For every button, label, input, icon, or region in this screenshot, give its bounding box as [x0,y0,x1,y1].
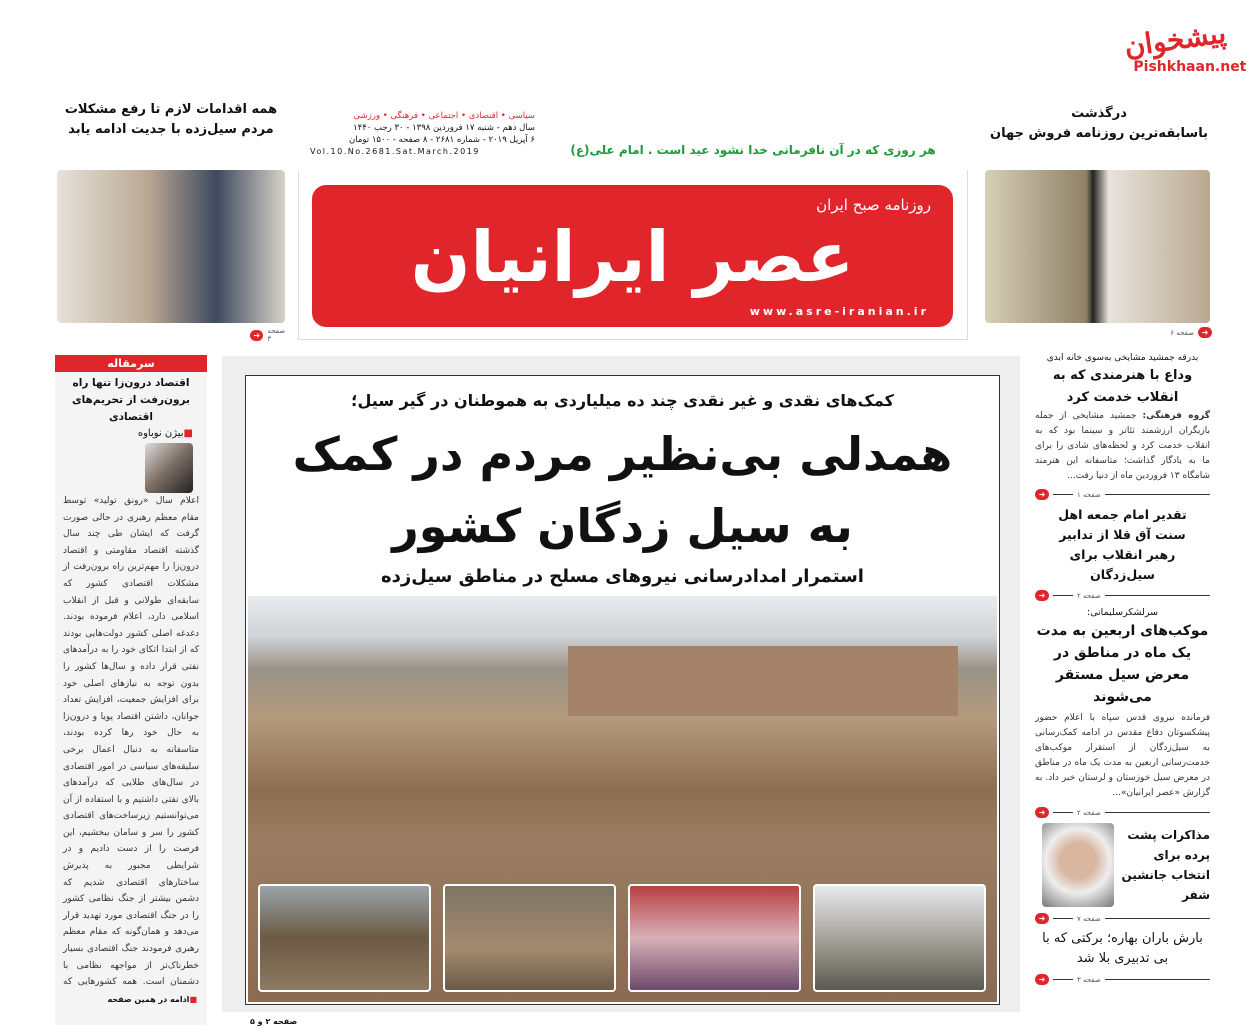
story-headline[interactable]: بارش باران بهاره؛ برکتی که با بی تدبیری بلا شد [1042,931,1203,966]
story-body: گروه فرهنگی: جمشید مشایخی از جمله بازیگران ارزشمند تئاتر و سینما بود که به انقلاب خدمت کرد و لحظه‌های شادی را برای ما به یادگار گذاشت؛ متاسفانه این هنرمند شامگاه ۱۳ فروردین ماه از دنیا رفت... [1035,411,1211,481]
editorial-column [55,355,207,1025]
watermark-logo [1106,13,1249,101]
thumb-crowd [813,884,986,992]
coach-photo [1042,823,1114,907]
main-kicker: کمک‌های نقدی و غیر نقدی چند ده میلیاردی به هموطنان در گیر سیل؛ [351,391,894,410]
story-headline: موکب‌های اربعین به مدت یک ماه در مناطق در معرض سیل مستقر می‌شوند [1036,623,1209,705]
story-headline: وداع با هنرمندی که به انقلاب خدمت کرد [1052,368,1193,405]
right-story-3[interactable] [1035,606,1210,801]
main-subhead: استمرار امدادرسانی نیروهای مسلح در مناطق سیل‌زده [381,566,864,587]
author-photo [145,443,193,493]
main-photo [248,596,997,1002]
thumb-boat [258,884,431,992]
story-kicker: سرلشکرسلیمانی: [1086,607,1159,618]
main-headline-line2: به سیل زدگان کشور [392,499,853,553]
editorial-title[interactable]: اقتصاد درون‌زا تنها راه برون‌رفت از تحریم‌های اقتصادی [71,377,191,423]
story-kicker: بدرقه جمشید مشایخی به‌سوی خانه ابدی [1046,353,1199,363]
top-right-photo [985,170,1210,323]
masthead-subtitle: روزنامه صبح ایران [816,196,931,214]
masthead-url: www.asre-iranian.ir [749,305,929,318]
story-body: فرمانده نیروی قدس سپاه با اعلام حضور پیشکسوتان دفاع مقدس در ادامه کمک‌رسانی به سیل‌زدگان از استقرار موکب‌های خدمت‌رسانی اربعین به مدت یک ماه در مناطق در معرض سیل خوزستان و لرستان خبر داد. به گزارش «عصر ایرانیان»... [1035,713,1210,798]
quote: هر روزی که در آن نافرمانی خدا نشود عید است . امام علی(ع) [570,143,936,157]
issue-number: ۶ آپریل ۲۰۱۹ - شماره ۲۶۸۱ - ۸ صفحه - ۱۵۰۰ تومان [349,135,535,145]
page-ref[interactable]: صفحه ۲ ➜ [1035,590,1210,601]
editorial-continued[interactable]: ■ادامه در همین صفحه [107,995,197,1004]
main-page-ref[interactable]: صفحه ۲ و ۵ [250,1017,298,1026]
masthead-title: عصر ایرانیان [410,216,855,298]
story-headline[interactable]: تقدیر امام جمعه اهل سنت آق قلا از تدابیر رهبر انقلاب برای سیل‌زدگان [1058,507,1187,582]
story-headline: مذاکرات پشت پرده برای انتخاب جانشین شفر [1121,828,1210,902]
editorial-body: اعلام سال «رونق تولید» توسط مقام معظم رهبری در حالی صورت گرفت که ایشان طی چند سال گذشته اقتصاد مقاومتی و اقتصاد درون‌زا را مهم‌ترین راه برون‌رفت از مشکلات اقتصادی کشور که سابقه‌ای طولانی و قبل از انقلاب اسلامی دارد، اعلام فرموده بودند. دغدغه اصلی کشور دولت‌هایی بودند که از ابتدا اتکای خود را به درآمدهای نفتی قرار داده و سال‌ها کشور را بدون توجه به نیازهای اصلی خود برای افزایش جمعیت، افزایش تعداد جوانان، داشتن اقتصاد پویا و درون‌زا به حال خود رها کرده بودند، متاسفانه به دنبال اعمال برخی سلیقه‌های سیاسی در امور اقتصادی در سال‌های طلایی که درآمدهای بالای نفتی داشتیم و با استفاده از آن می‌توانستیم زیرساخت‌های اقتصادی کشور را سر و سامان ببخشیم، این فرصت را از دست دادیم و در شرایطی مجبور به پذیرش ساختارهای اقتصادی شدیم که دشمن بیشتر از جنگ نظامی کشور را در جنگ اقتصادی مورد تهدید قرار می‌دهد و همان‌گونه که مقام معظم رهبری فرمودند جنگ اقتصادی بسیار خطرناک‌تر از مواجهه نظامی با دشمنان است. همه کشورهایی که [63,496,199,988]
top-right-headline: باسابقه‌ترین روزنامه فروش جهان [990,126,1208,141]
masthead[interactable] [312,185,953,327]
top-left-headline[interactable]: همه اقدامات لازم تا رفع مشکلات مردم سیل‌زده با جدیت ادامه یابد [64,102,278,137]
page-ref[interactable]: صفحه ۱ ➜ [1035,489,1210,500]
top-right-teaser[interactable] [985,104,1213,144]
thumb-rescue [443,884,616,992]
flooded-house [568,646,958,716]
top-right-page-ref[interactable]: ➜ صفحه ۶ [1170,327,1212,338]
right-story-4[interactable] [1035,823,1210,907]
thumb-shelter [628,884,801,992]
issue-info [310,110,535,158]
watermark-en: Pishkhaan.net [1133,58,1247,75]
issue-vol: Vol.10.No.2681.Sat.March.2019 [310,147,480,156]
watermark-fa: پیشخوان [1122,16,1228,64]
right-column [1035,352,1210,990]
editorial-label: سرمقاله [55,355,207,372]
editorial-author: ■بیژن نوباوه [137,428,193,439]
page-ref[interactable]: صفحه ۷ ➜ [1035,913,1210,924]
top-left-page-ref[interactable]: ➜ صفحه ۳ [250,327,290,343]
main-headline-line1: همدلی بی‌نظیر مردم در کمک [292,427,953,481]
main-story[interactable] [245,375,1000,1005]
issue-date: سال دهم - شنبه ۱۷ فروردین ۱۳۹۸ - ۳۰ رجب ۱۴۴۰ [353,123,535,133]
right-story-1[interactable] [1035,352,1210,484]
issue-sections: سیاسی • اقتصادی • اجتماعی • فرهنگی • ورزشی [353,111,535,121]
main-headline [246,418,999,562]
page-ref[interactable]: صفحه ۳ ➜ [1035,974,1210,985]
top-left-photo [57,170,285,323]
top-right-kicker: درگذشت [1071,106,1127,121]
page-ref[interactable]: صفحه ۲ ➜ [1035,807,1210,818]
